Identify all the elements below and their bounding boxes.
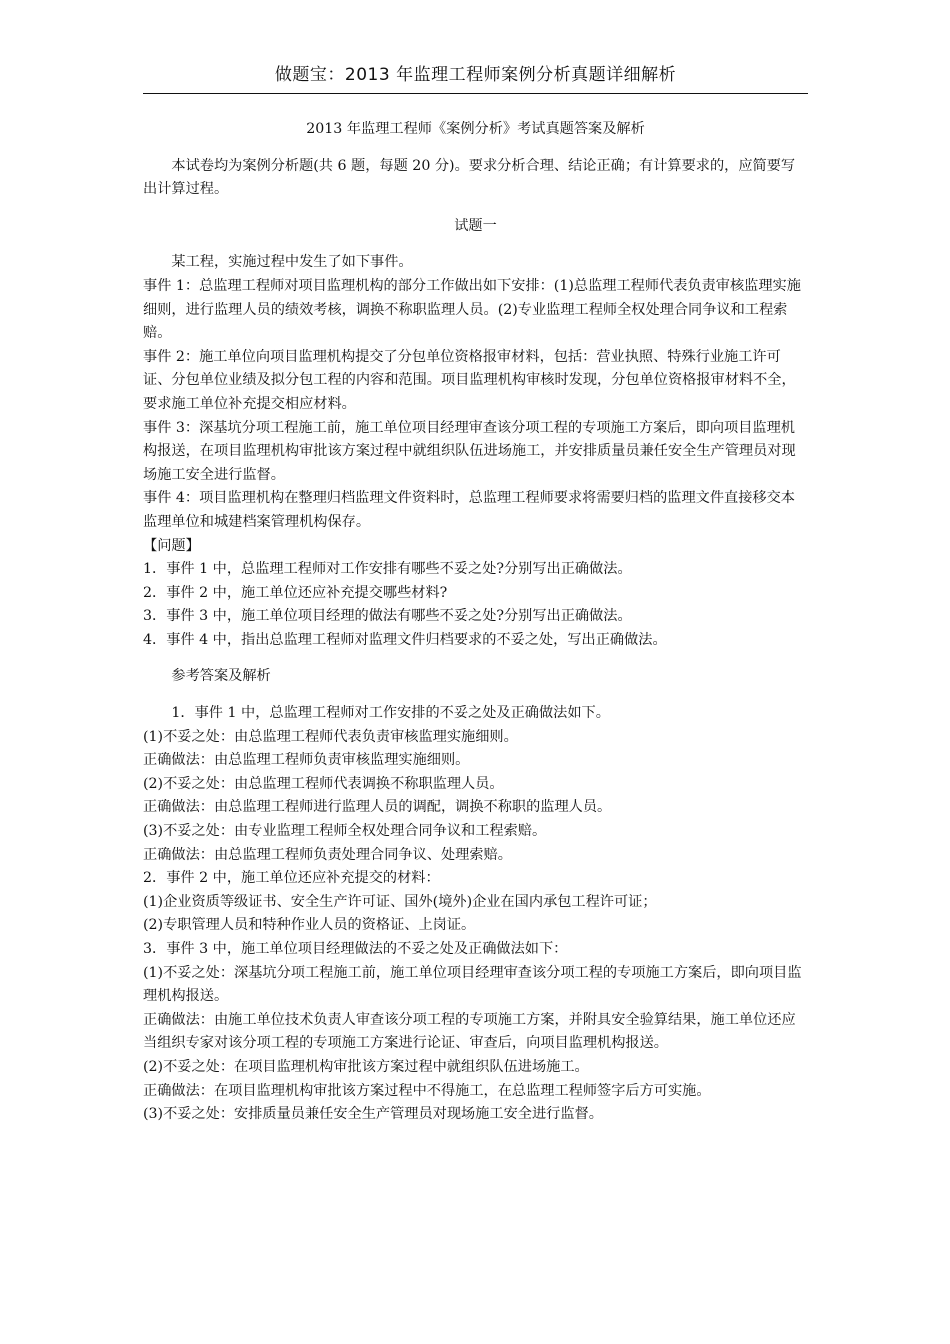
page-header: 做题宝：2013 年监理工程师案例分析真题详细解析 (274, 65, 677, 85)
answer-line: (2)不妥之处：在项目监理机构审批该方案过程中就组织队伍进场施工。 (143, 1058, 589, 1075)
lead-paragraph: 某工程，实施过程中发生了如下事件。 (171, 254, 413, 271)
answer-line: (3)不妥之处：安排质量员兼任安全生产管理员对现场施工安全进行监督。 (143, 1106, 603, 1123)
section-heading: 试题一 (454, 217, 497, 234)
answers-heading: 参考答案及解析 (171, 668, 271, 685)
answer-line: (3)不妥之处：由专业监理工程师全权处理合同争议和工程索赔。 (143, 823, 547, 840)
questions-heading: 【问题】 (143, 537, 200, 554)
event-paragraph: 事件 4：项目监理机构在整理归档监理文件资料时，总监理工程师要求将需要归档的监理文件直接移交本监理单位和城建档案管理机构保存。 (143, 490, 795, 530)
answer-lead: 1．事件 1 中，总监理工程师对工作安排的不妥之处及正确做法如下。 (171, 705, 610, 722)
answer-line: 正确做法：由总监理工程师进行监理人员的调配，调换不称职的监理人员。 (143, 799, 612, 816)
question-item: 1．事件 1 中，总监理工程师对工作安排有哪些不妥之处?分别写出正确做法。 (143, 561, 632, 578)
event-paragraph: 事件 2：施工单位向项目监理机构提交了分包单位资格报审材料，包括：营业执照、特殊行业施工许可证、分包单位业绩及拟分包工程的内容和范围。项目监理机构审核时发现，分包单位资格报审材料不全，要求施工单位补充提交相应材料。 (143, 348, 796, 412)
answer-line: (2)不妥之处：由总监理工程师代表调换不称职监理人员。 (143, 775, 504, 792)
answer-line: 3．事件 3 中，施工单位项目经理做法的不妥之处及正确做法如下： (143, 941, 568, 957)
answer-line: (1)不妥之处：由总监理工程师代表负责审核监理实施细则。 (143, 728, 518, 745)
question-item: 3．事件 3 中，施工单位项目经理的做法有哪些不妥之处?分别写出正确做法。 (143, 608, 632, 625)
answer-line: 正确做法：在项目监理机构审批该方案过程中不得施工，在总监理工程师签字后方可实施。 (143, 1082, 711, 1099)
answer-line: (1)不妥之处：深基坑分项工程施工前，施工单位项目经理审查该分项工程的专项施工方案后，即向项目监理机构报送。 (143, 964, 802, 1005)
document-body (143, 118, 808, 1127)
answer-line: (2)专职管理人员和特种作业人员的资格证、上岗证。 (143, 917, 476, 934)
answer-line: 正确做法：由施工单位技术负责人审查该分项工程的专项施工方案，并附具安全验算结果，施工单位还应当组织专家对该分项工程的专项施工方案进行论证、审查后，向项目监理机构报送。 (143, 1011, 796, 1052)
answer-line: (1)企业资质等级证书、安全生产许可证、国外(境外)企业在国内承包工程许可证； (143, 893, 657, 910)
event-paragraph: 事件 3：深基坑分项工程施工前，施工单位项目经理审查该分项工程的专项施工方案后，即向项目监理机构报送，在项目监理机构审批该方案过程中就组织队伍进场施工，并安排质量员兼任安全生产管理员对现场施工安全进行监督。 (143, 419, 796, 483)
question-item: 2．事件 2 中，施工单位还应补充提交哪些材料? (143, 584, 448, 601)
intro-paragraph: 本试卷均为案例分析题(共 6 题，每题 20 分)。要求分析合理、结论正确；有计算要求的，应简要写出计算过程。 (143, 157, 796, 198)
header-rule (143, 93, 808, 94)
event-paragraph: 事件 1：总监理工程师对项目监理机构的部分工作做出如下安排：(1)总监理工程师代表负责审核监理实施细则，进行监理人员的绩效考核，调换不称职监理人员。(2)专业监理工程师全权处理合同争议和工程索赔。 (143, 277, 801, 342)
answer-line: 正确做法：由总监理工程师负责审核监理实施细则。 (143, 752, 470, 769)
question-item: 4．事件 4 中，指出总监理工程师对监理文件归档要求的不妥之处，写出正确做法。 (143, 631, 667, 648)
answer-line: 正确做法：由总监理工程师负责处理合同争议、处理索赔。 (143, 846, 512, 863)
answer-line: 2．事件 2 中，施工单位还应补充提交的材料： (143, 870, 440, 887)
document-title: 2013 年监理工程师《案例分析》考试真题答案及解析 (306, 121, 645, 137)
